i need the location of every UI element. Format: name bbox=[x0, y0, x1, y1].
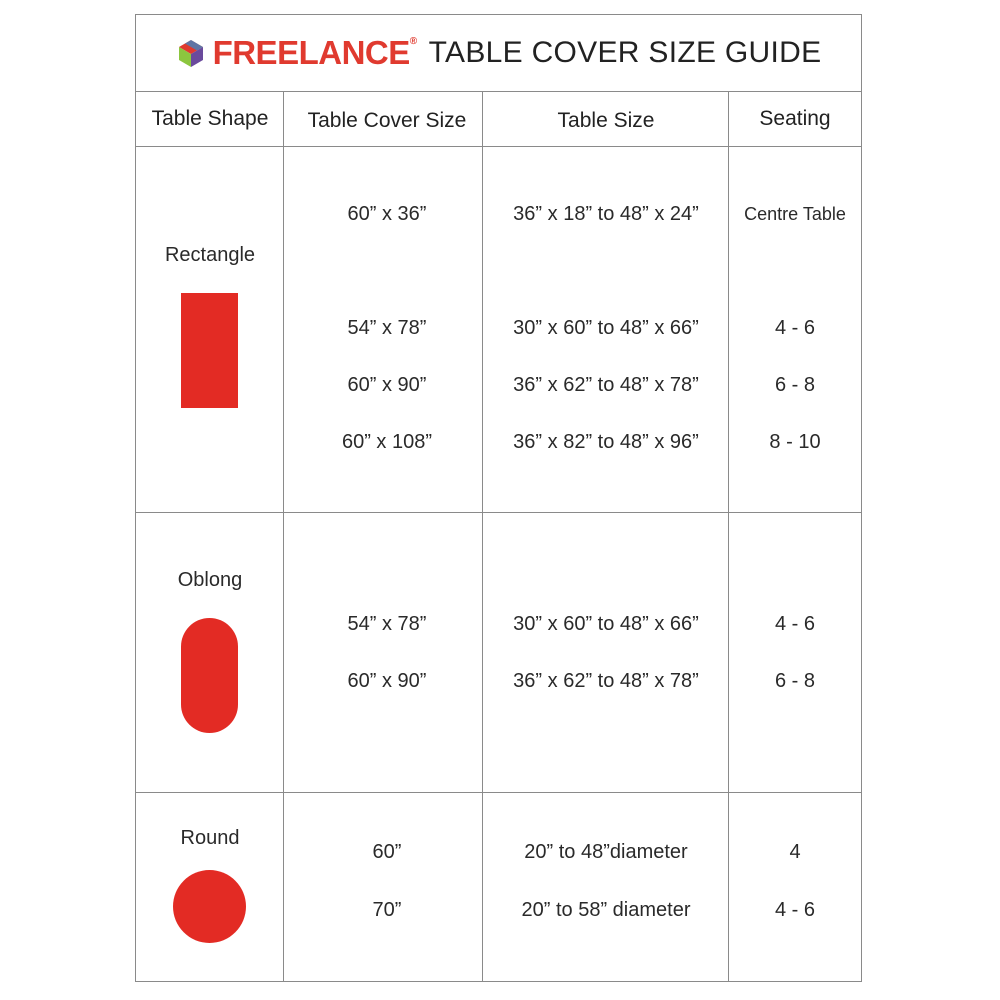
seating-cell: 6 - 8 bbox=[774, 670, 816, 692]
shape-label-rectangle: Rectangle bbox=[164, 244, 256, 266]
table-size-cell: 36” x 62” to 48” x 78” bbox=[513, 374, 699, 396]
rectangle-shape-icon bbox=[181, 293, 238, 408]
seating-cell: 8 - 10 bbox=[769, 431, 821, 453]
column-divider bbox=[482, 92, 483, 981]
section-divider bbox=[136, 792, 861, 793]
cover-size-cell: 60” x 90” bbox=[347, 374, 427, 396]
brand-logo bbox=[176, 34, 417, 72]
cover-size-cell: 54” x 78” bbox=[347, 317, 427, 339]
column-header-table-size: Table Size bbox=[557, 109, 655, 132]
column-header-seating: Seating bbox=[759, 107, 831, 130]
size-guide-sheet bbox=[135, 14, 862, 982]
table-size-cell: 30” x 60” to 48” x 66” bbox=[513, 317, 699, 339]
seating-cell: 4 - 6 bbox=[774, 317, 816, 339]
seating-cell: 4 - 6 bbox=[774, 899, 816, 921]
seating-cell: 4 - 6 bbox=[774, 613, 816, 635]
table-size-cell: 30” x 60” to 48” x 66” bbox=[513, 613, 699, 635]
table-size-cell: 36” x 18” to 48” x 24” bbox=[513, 203, 699, 225]
table-size-cell: 20” to 58” diameter bbox=[521, 899, 691, 921]
page-title: TABLE COVER SIZE GUIDE bbox=[428, 36, 822, 69]
cover-size-cell: 60” x 36” bbox=[347, 203, 427, 225]
shape-label-round: Round bbox=[180, 827, 240, 849]
cover-size-cell: 54” x 78” bbox=[347, 613, 427, 635]
column-header-table-shape: Table Shape bbox=[151, 107, 269, 130]
table-size-cell: 20” to 48”diameter bbox=[524, 841, 688, 863]
cover-size-cell: 60” bbox=[372, 841, 402, 863]
column-divider bbox=[728, 92, 729, 981]
round-shape-icon bbox=[173, 870, 246, 943]
seating-cell: 4 bbox=[789, 841, 801, 863]
cover-size-cell: 70” bbox=[372, 899, 402, 921]
column-divider bbox=[283, 92, 284, 981]
header-row-divider bbox=[136, 146, 861, 147]
seating-cell: 6 - 8 bbox=[774, 374, 816, 396]
table-size-cell: 36” x 62” to 48” x 78” bbox=[513, 670, 699, 692]
cover-size-cell: 60” x 90” bbox=[347, 670, 427, 692]
registered-mark: ® bbox=[409, 36, 417, 47]
title-bar bbox=[136, 15, 861, 92]
oblong-shape-icon bbox=[181, 618, 238, 733]
seating-cell: Centre Table bbox=[744, 204, 846, 224]
cube-logo-icon bbox=[176, 38, 206, 68]
shape-label-oblong: Oblong bbox=[177, 569, 243, 591]
cover-size-cell: 60” x 108” bbox=[341, 431, 433, 453]
table-size-cell: 36” x 82” to 48” x 96” bbox=[513, 431, 699, 453]
column-header-table-cover-size: Table Cover Size bbox=[307, 109, 467, 132]
brand-name: FREELANCE® bbox=[212, 34, 417, 71]
section-divider bbox=[136, 512, 861, 513]
